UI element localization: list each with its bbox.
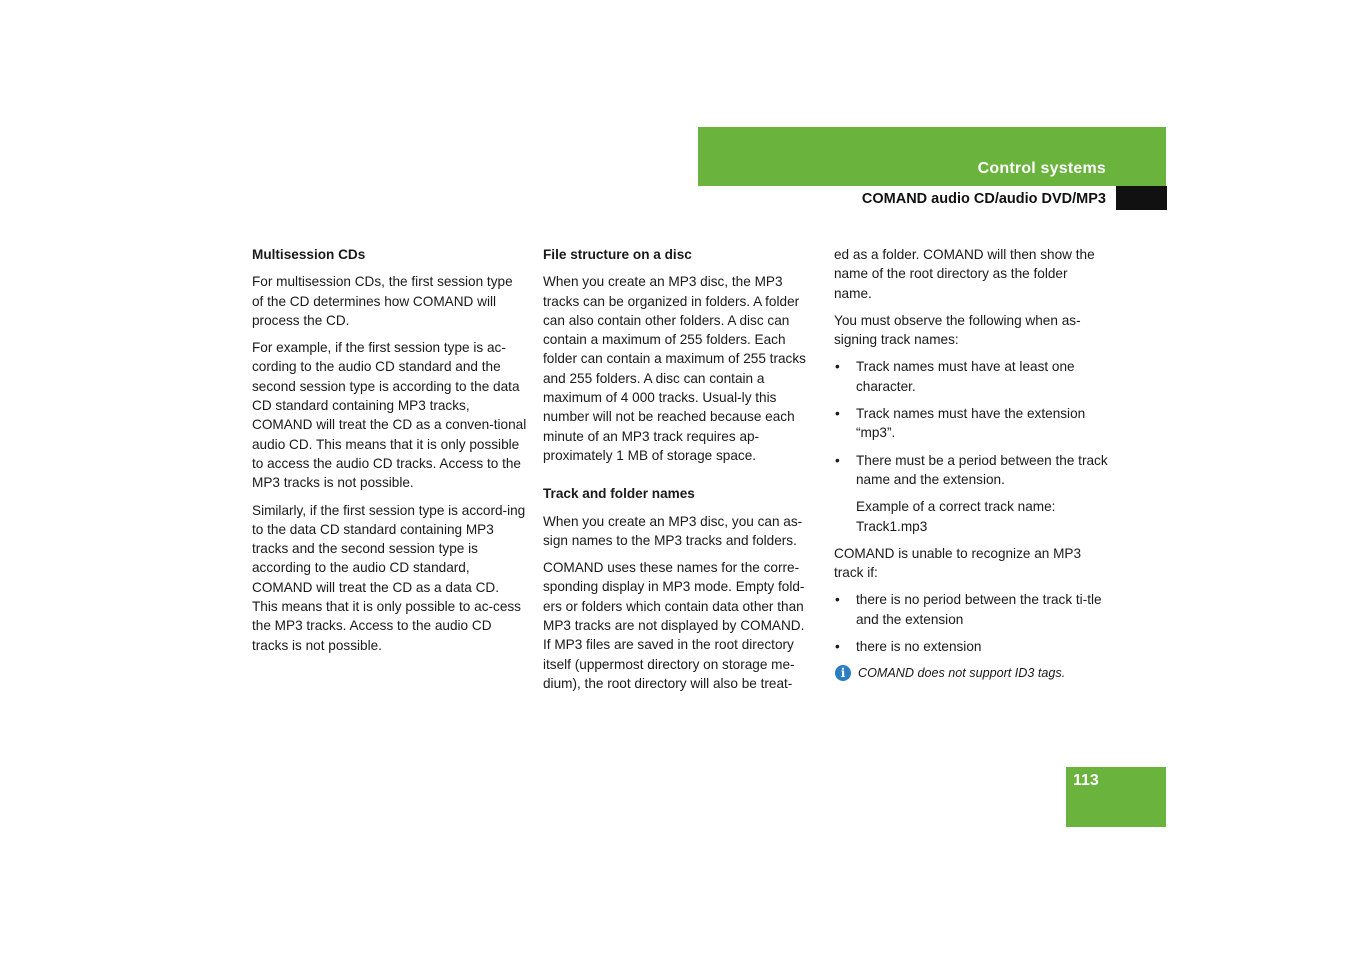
column-2 [543, 245, 818, 701]
heading-multisession-cds: Multisession CDs [252, 247, 366, 262]
list-item: • There must be a period between the track name and the extension. [834, 451, 1109, 490]
heading-file-structure: File structure on a disc [543, 247, 692, 262]
list-item: • Track names must have at least one character. [834, 357, 1109, 396]
page-number: 113 [1073, 772, 1099, 789]
page-number-box [1066, 767, 1166, 827]
column-3 [834, 245, 1109, 683]
heading-track-folder-names: Track and folder names [543, 486, 695, 502]
paragraph: Similarly, if the first session type is accord-ing to the data CD standard containing MP3 tracks and the second session type is according to the audio CD standard, COMAND will treat the CD as a data CD. This means that it is only possible to ac-cess the MP3 tracks. Access to the audio CD tracks is not possible. [252, 502, 526, 653]
info-icon: i [835, 665, 851, 681]
bullet-list [834, 590, 1109, 656]
paragraph: When you create an MP3 disc, you can as-sign names to the MP3 tracks and folders. [543, 513, 803, 548]
note-text: COMAND does not support ID3 tags. [858, 666, 1066, 681]
example-value: Track1.mp3 [856, 518, 928, 534]
paragraph: For example, if the first session type is ac-cording to the audio CD standard and the second session type is according to the data CD standard containing MP3 tracks, COMAND will treat the CD as a conven-tional audio CD. This means that it is only possible to access the audio CD tracks. Access to the MP3 tracks is not possible. [252, 340, 527, 491]
section-tab-marker [1116, 186, 1167, 210]
paragraph: ed as a folder. COMAND will then show the name of the root directory as the folder name. [834, 247, 1095, 301]
paragraph: COMAND uses these names for the corre-sponding display in MP3 mode. Empty fold-ers or folders which contain data other than MP3 tracks are not displayed by COMAND. [543, 560, 805, 634]
list-item: • there is no extension [834, 637, 1109, 656]
bullet-list [834, 357, 1109, 489]
list-item: • there is no period between the track ti-tle and the extension [834, 590, 1109, 629]
paragraph: COMAND is unable to recognize an MP3 track if: [834, 545, 1082, 581]
info-note [834, 664, 1109, 683]
column-1 [252, 245, 527, 663]
header-bar [698, 127, 1166, 186]
example-block [834, 497, 1109, 536]
example-label: Example of a correct track name: [856, 499, 1056, 515]
paragraph: For multisession CDs, the first session type of the CD determines how COMAND will process the CD. [252, 274, 513, 328]
paragraph: If MP3 files are saved in the root directory itself (uppermost directory on storage me-dium), the root directory will also be treat- [543, 637, 795, 691]
paragraph: When you create an MP3 disc, the MP3 tracks can be organized in folders. A folder can also contain other folders. A disc can contain a maximum of 255 folders. Each folder can contain a maximum of 255 tracks and 255 folders. A disc can contain a maximum of 4 000 tracks. Usual-ly this number will not be reached because each minute of an MP3 track requires ap-proximately 1 MB of storage space. [543, 274, 806, 463]
subsection-title: COMAND audio CD/audio DVD/MP3 [861, 191, 1106, 207]
section-title: Control systems [977, 160, 1106, 177]
list-item: • Track names must have the extension “mp3”. [834, 404, 1109, 443]
paragraph: You must observe the following when as-signing track names: [834, 312, 1081, 348]
